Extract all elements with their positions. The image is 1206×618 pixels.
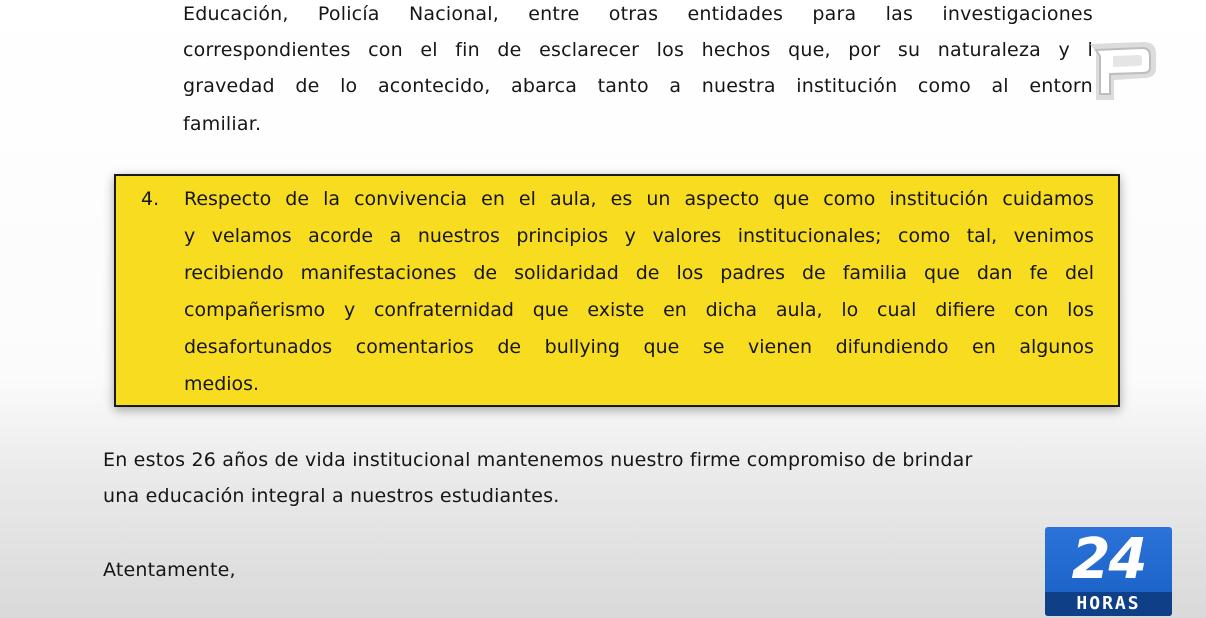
word: con	[368, 39, 403, 61]
word: con	[1014, 299, 1049, 321]
word: de	[635, 262, 660, 284]
word: Policía	[317, 3, 380, 25]
word: difiere	[935, 299, 996, 321]
item-line-4	[184, 297, 1094, 323]
word: fin	[455, 39, 480, 61]
word: de	[285, 188, 310, 210]
signoff-text: Atentamente,	[103, 559, 236, 581]
word: de	[295, 75, 320, 97]
word: un	[646, 188, 671, 210]
word: bullying	[544, 336, 620, 358]
word: solidaridad	[514, 262, 619, 284]
word: familia	[842, 262, 908, 284]
word: padres	[720, 262, 786, 284]
item-line-2	[184, 223, 1094, 249]
word: recibiendo	[184, 262, 284, 284]
word: aula,	[549, 188, 597, 210]
word: confraternidad	[373, 299, 514, 321]
word: como	[917, 75, 971, 97]
word: dan	[976, 262, 1013, 284]
word: a	[389, 225, 402, 247]
intro-line-2	[183, 37, 1093, 63]
word: valores	[652, 225, 722, 247]
word: hechos	[701, 39, 771, 61]
word: entorn	[1029, 75, 1093, 97]
word: venimos	[1013, 225, 1094, 247]
word: que	[773, 188, 810, 210]
word: y	[1058, 39, 1070, 61]
word: existe	[587, 299, 645, 321]
item-line-5	[184, 334, 1094, 360]
word: en	[663, 299, 687, 321]
word: aspecto	[684, 188, 760, 210]
word: que,	[788, 39, 831, 61]
word: de	[497, 336, 522, 358]
word: se	[702, 336, 725, 358]
news-logo-label: HORAS	[1045, 592, 1172, 616]
word: abarca	[511, 75, 578, 97]
word: dicha	[705, 299, 758, 321]
word: los	[656, 39, 685, 61]
word: en	[481, 188, 505, 210]
word: a	[669, 75, 682, 97]
word: que	[532, 299, 569, 321]
item-line-1	[184, 186, 1094, 212]
word: l	[1087, 39, 1093, 61]
word: y	[343, 299, 356, 321]
word: correspondientes	[183, 39, 351, 61]
word: aula,	[775, 299, 823, 321]
word: algunos	[1019, 336, 1094, 358]
word: Respecto	[184, 188, 272, 210]
word: acontecido,	[377, 75, 491, 97]
word: que	[643, 336, 680, 358]
word: fe	[1029, 262, 1048, 284]
intro-line-4: familiar.	[183, 113, 262, 135]
word: entidades	[687, 3, 784, 25]
word: institución	[796, 75, 898, 97]
word: institución	[889, 188, 989, 210]
word: comentarios	[355, 336, 474, 358]
word: el	[518, 188, 536, 210]
intro-line-3	[183, 73, 1093, 99]
item-number: 4.	[141, 188, 160, 210]
word: Educación,	[183, 3, 289, 25]
word: otras	[608, 3, 659, 25]
word: esclarecer	[539, 39, 640, 61]
word: por	[848, 39, 881, 61]
word: desafortunados	[184, 336, 333, 358]
item-line-6: medios.	[184, 373, 260, 395]
word: gravedad	[183, 75, 275, 97]
word: tal,	[966, 225, 998, 247]
word: los	[1067, 299, 1094, 321]
word: en	[972, 336, 996, 358]
word: de	[497, 39, 522, 61]
word: del	[1064, 262, 1094, 284]
word: velamos	[211, 225, 292, 247]
highlighted-paragraph-box	[114, 174, 1120, 407]
word: nuestra	[701, 75, 776, 97]
word: entre	[528, 3, 580, 25]
word: convivencia	[354, 188, 468, 210]
word: acorde	[308, 225, 374, 247]
word: difundiendo	[835, 336, 949, 358]
word: Nacional,	[408, 3, 499, 25]
word: lo	[340, 75, 358, 97]
word: para	[812, 3, 857, 25]
word: es	[610, 188, 633, 210]
word: nuestros	[417, 225, 500, 247]
word: principios	[516, 225, 609, 247]
word: al	[991, 75, 1009, 97]
word: como	[898, 225, 951, 247]
word: y	[624, 225, 636, 247]
word: de	[802, 262, 826, 284]
word: que	[924, 262, 960, 284]
news-channel-24-horas-logo	[1045, 527, 1172, 616]
word: compañerismo	[184, 299, 326, 321]
word: naturaleza	[937, 39, 1041, 61]
intro-line-1	[183, 1, 1093, 27]
word: lo	[841, 299, 859, 321]
item-line-3	[184, 260, 1094, 286]
word: vienen	[748, 336, 813, 358]
word: tanto	[597, 75, 649, 97]
panamericana-p-logo-icon	[1086, 38, 1158, 104]
word: la	[323, 188, 341, 210]
word: y	[184, 225, 196, 247]
closing-line-2: una educación integral a nuestros estudiantes.	[103, 485, 560, 507]
word: las	[885, 3, 914, 25]
word: cual	[877, 299, 917, 321]
closing-line-1: En estos 26 años de vida institucional mantenemos nuestro firme compromiso de brindar	[103, 449, 973, 471]
word: su	[897, 39, 921, 61]
word: los	[676, 262, 704, 284]
word: cuidamos	[1002, 188, 1094, 210]
word: investigaciones	[942, 3, 1093, 25]
word: de	[473, 262, 498, 284]
word: como	[823, 188, 876, 210]
word: el	[420, 39, 438, 61]
word: manifestaciones	[300, 262, 457, 284]
word: institucionales;	[737, 225, 882, 247]
news-logo-number: 24	[1071, 527, 1146, 592]
